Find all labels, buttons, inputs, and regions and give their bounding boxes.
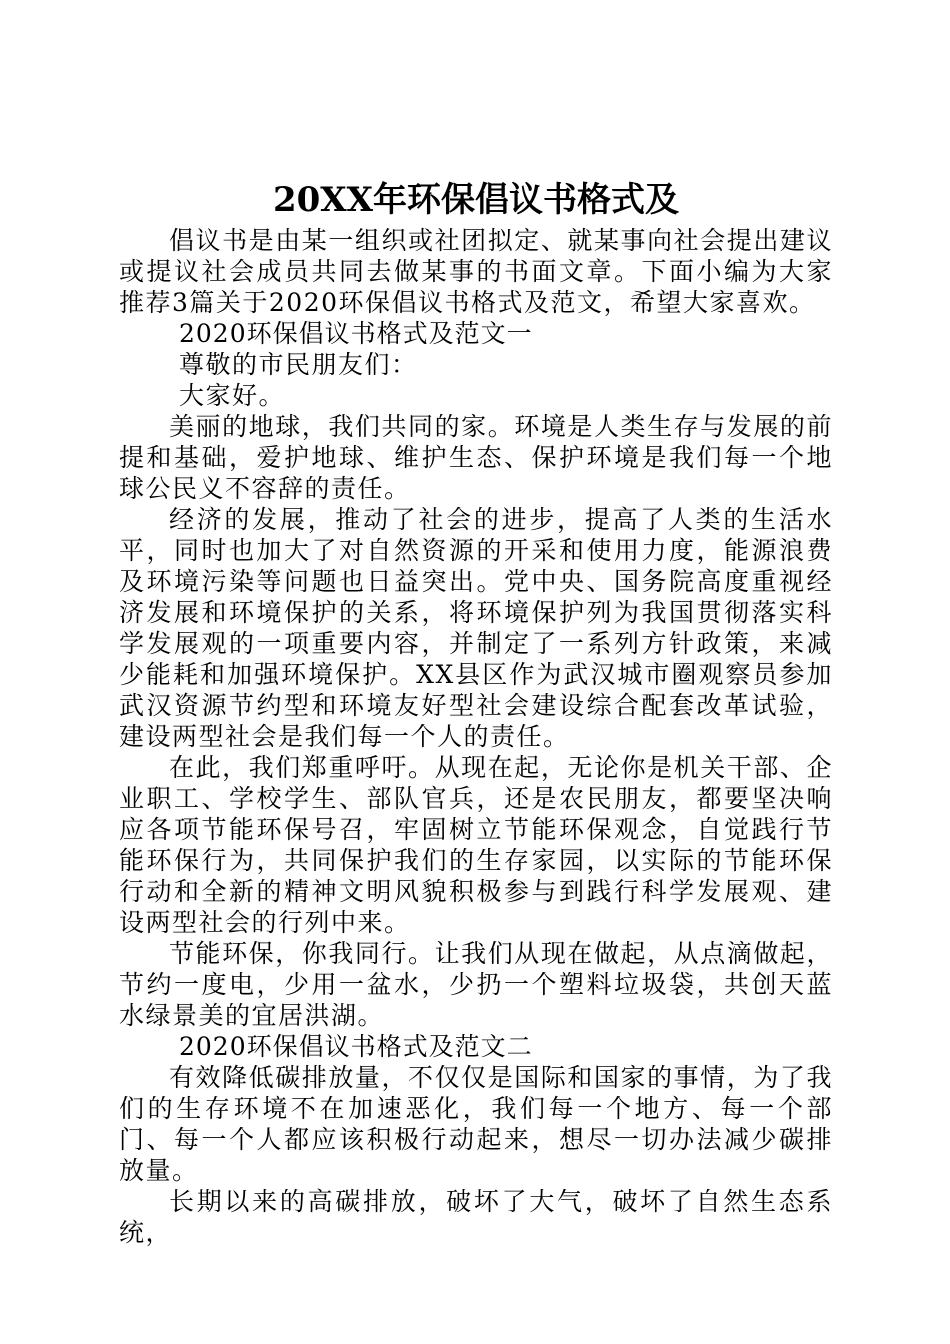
section-heading-2: 2020环保倡议书格式及范文二 [179,1032,533,1061]
paragraph-appeal: 在此，我们郑重呼吁。从现在起，无论你是机关干部、企业职工、学校学生、部队官兵，还是农民朋友，都要坚决响应各项节能环保号召，牢固树立节能环保观念，自觉践行节能环保行为，共同保护我们的生存家园，以实际的节能环保行动和全新的精神文明风貌积极参与到践行科学发展观、建设两型社会的行列中来。 [119,753,833,937]
intro-paragraph: 倡议书是由某一组织或社团拟定、就某事向社会提出建议或提议社会成员共同去做某事的书面文章。下面小编为大家推荐3篇关于2020环保倡议书格式及范文，希望大家喜欢。 [119,226,833,317]
paragraph-carbon: 有效降低碳排放量，不仅仅是国际和国家的事情，为了我们的生存环境不在加速恶化，我们每一个地方、每一个部门、每一个人都应该积极行动起来，想尽一切办法减少碳排放量。 [119,1063,833,1185]
greeting: 大家好。 [179,381,286,410]
paragraph-economy: 经济的发展，推动了社会的进步，提高了人类的生活水平，同时也加大了对自然资源的开采和使用力度，能源浪费及环境污染等问题也日益突出。党中央、国务院高度重视经济发展和环境保护的关系，将环境保护列为我国贯彻落实科学发展观的一项重要内容，并制定了一系列方针政策，来减少能耗和加强环境保护。XX县区作为武汉城市圈观察员参加武汉资源节约型和环境友好型社会建设综合配套改革试验，建设两型社会是我们每一个人的责任。 [119,505,833,751]
section-heading-1: 2020环保倡议书格式及范文一 [179,319,533,348]
document-title: 20XX年环保倡议书格式及 [272,180,680,220]
salutation: 尊敬的市民朋友们： [179,350,418,379]
document-body [119,179,833,1248]
paragraph-high-carbon: 长期以来的高碳排放，破坏了大气，破坏了自然生态系统， [119,1187,833,1247]
paragraph-earth: 美丽的地球，我们共同的家。环境是人类生存与发展的前提和基础，爱护地球、维护生态、保护环境是我们每一个地球公民义不容辞的责任。 [119,412,833,503]
paragraph-together: 节能环保，你我同行。让我们从现在做起，从点滴做起，节约一度电，少用一盆水，少扔一个塑料垃圾袋，共创天蓝水绿景美的宜居洪湖。 [119,939,833,1030]
